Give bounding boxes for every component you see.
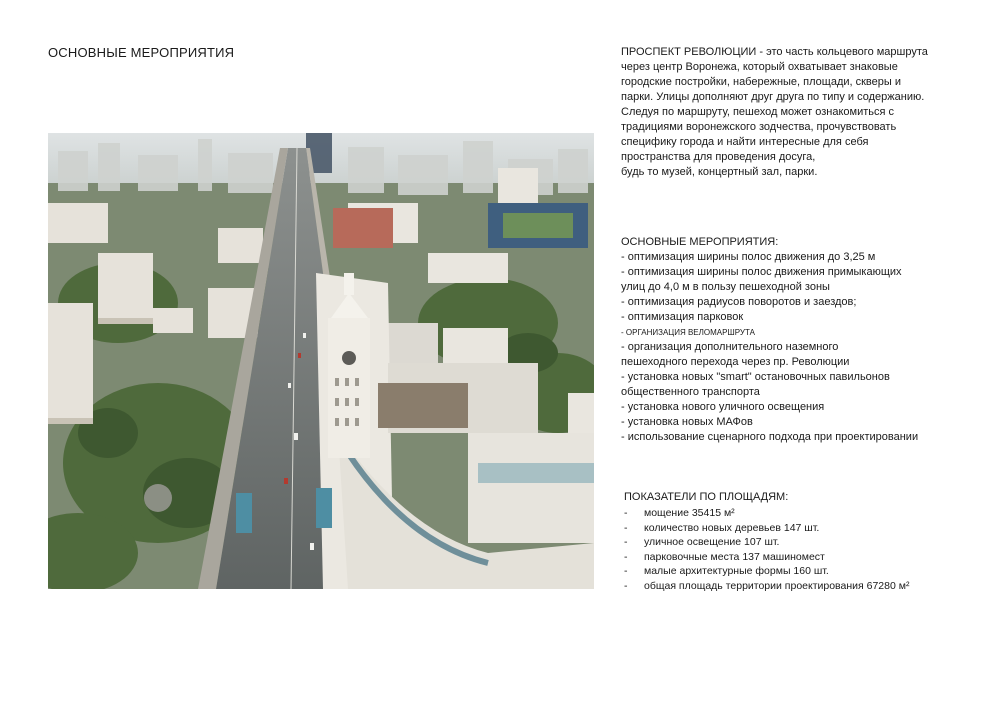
metric-text: мощение 35415 м²: [644, 507, 735, 519]
intro-line: будь то музей, концертный зал, парки.: [621, 166, 818, 178]
intro-line: городские постройки, набережные, площади, скверы и: [621, 76, 901, 88]
aerial-city-illustration: [48, 133, 594, 589]
measure-item: - установка новых "smart" остановочных павильонов: [621, 371, 890, 383]
measure-item: общественного транспорта: [621, 386, 760, 398]
intro-line: парки. Улицы дополняют друг друга по типу и содержанию.: [621, 91, 925, 103]
measure-item: - оптимизация парковок: [621, 311, 744, 323]
metric-text: количество новых деревьев 147 шт.: [644, 521, 820, 534]
page-title: ОСНОВНЫЕ МЕРОПРИЯТИЯ: [48, 45, 235, 60]
metric-dash: -: [624, 565, 628, 578]
metric-text: малые архитектурные формы 160 шт.: [644, 565, 829, 578]
intro-line: пространства для проведения досуга,: [621, 151, 816, 163]
metric-row: [624, 550, 974, 565]
metric-text: уличное освещение 107 шт.: [644, 536, 780, 549]
metric-row: [624, 564, 974, 579]
metric-dash: -: [624, 536, 628, 549]
intro-line: Следуя по маршруту, пешеход может ознакомиться с: [621, 106, 895, 118]
metric-dash: -: [624, 507, 628, 519]
metric-dash: -: [624, 579, 628, 592]
metric-dash: -: [624, 550, 628, 563]
intro-line: через центр Воронежа, который охватывает знаковые: [621, 61, 898, 73]
metric-text: общая площадь территории проектирования 67280 м²: [644, 579, 910, 592]
intro-text: [621, 45, 971, 180]
intro-line-1-rest: - это часть кольцевого маршрута: [756, 46, 928, 58]
metric-text: парковочные места 137 машиномест: [644, 550, 825, 563]
measure-item: - установка новых МАФов: [621, 416, 753, 428]
metric-row: [624, 521, 974, 536]
measures-heading: ОСНОВНЫЕ МЕРОПРИЯТИЯ:: [621, 236, 779, 248]
measure-item: - ОРГАНИЗАЦИЯ ВЕЛОМАРШРУТА: [621, 328, 755, 337]
measure-item: пешеходного перехода через пр. Революции: [621, 356, 850, 368]
aerial-city-photo: [48, 133, 594, 589]
metric-row: [624, 506, 974, 521]
measure-item: - использование сценарного подхода при проектировании: [621, 431, 919, 443]
measure-item: - оптимизация ширины полос движения примыкающих: [621, 266, 902, 278]
metric-dash: -: [624, 521, 628, 534]
metrics-heading: ПОКАЗАТЕЛИ ПО ПЛОЩАДЯМ:: [624, 491, 789, 503]
measure-item: - оптимизация радиусов поворотов и заездов;: [621, 296, 857, 308]
intro-line: традициями воронежского зодчества, прочувствовать: [621, 121, 897, 133]
metric-row: [624, 579, 974, 594]
measure-item: - организация дополнительного наземного: [621, 341, 839, 353]
metrics-section: [624, 490, 974, 594]
intro-lead: ПРОСПЕКТ РЕВОЛЮЦИИ: [621, 46, 757, 58]
measure-item: - установка нового уличного освещения: [621, 401, 825, 413]
measures-section: [621, 235, 971, 445]
intro-line-1: [621, 45, 971, 60]
measure-item: - оптимизация ширины полос движения до 3,25 м: [621, 251, 876, 263]
metric-row: [624, 535, 974, 550]
intro-line: специфику города и найти интересные для себя: [621, 136, 869, 148]
measure-item: улиц до 4,0 м в пользу пешеходной зоны: [621, 281, 830, 293]
